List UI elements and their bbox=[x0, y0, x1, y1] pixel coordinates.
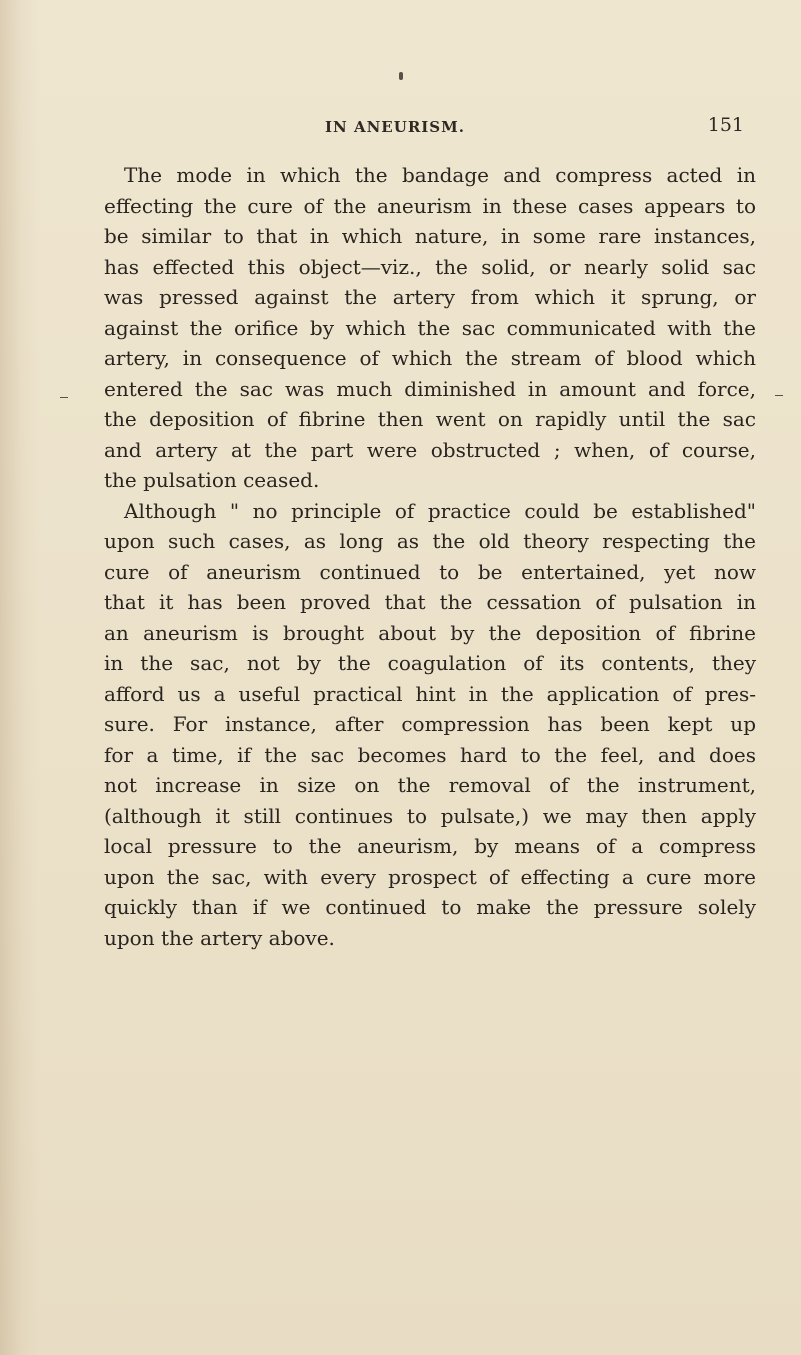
text-line: an aneurism is brought about by the deposition of fibrine bbox=[104, 620, 756, 645]
text-line: be similar to that in which nature, in some rare instances, bbox=[104, 224, 756, 248]
text-line: and artery at the part were obstructed ; when, of course, bbox=[104, 437, 756, 462]
text-line: sure. For instance, after compression has been kept up bbox=[104, 712, 756, 736]
text-line: was pressed against the artery from which it sprung, or bbox=[104, 285, 756, 309]
text-line: local pressure to the aneurism, by means of a compress bbox=[104, 834, 756, 858]
text-line: entered the sac was much diminished in amount and force, bbox=[104, 376, 756, 401]
text-line: Although " no principle of practice could be established" bbox=[124, 498, 756, 523]
text-line: against the orifice by which the sac communicated with the bbox=[104, 315, 756, 340]
page-number: 151 bbox=[707, 114, 744, 136]
text-line: the deposition of fibrine then went on rapidly until the sac bbox=[104, 407, 756, 431]
text-line: for a time, if the sac becomes hard to the feel, and does bbox=[104, 742, 756, 767]
running-head bbox=[100, 114, 760, 144]
text-line: that it has been proved that the cessation of pulsation in bbox=[104, 590, 756, 614]
body-text bbox=[104, 160, 756, 953]
text-line: has effected this object—viz., the solid, or nearly solid sac bbox=[104, 254, 756, 279]
running-head-title: IN ANEURISM. bbox=[325, 118, 465, 136]
text-line: (although it still continues to pulsate,) we may then apply bbox=[104, 803, 756, 828]
margin-mark-right bbox=[775, 395, 783, 396]
printer-mark bbox=[399, 72, 403, 80]
text-line: artery, in consequence of which the stream of blood which bbox=[104, 346, 756, 370]
text-line: The mode in which the bandage and compress acted in bbox=[124, 163, 756, 187]
text-line: cure of aneurism continued to be entertained, yet now bbox=[104, 559, 756, 584]
text-line: not increase in size on the removal of the instrument, bbox=[104, 773, 756, 797]
text-line: upon the artery above. bbox=[104, 925, 335, 950]
text-line: afford us a useful practical hint in the application of pres- bbox=[104, 681, 756, 706]
text-line: the pulsation ceased. bbox=[104, 468, 320, 492]
text-line: quickly than if we continued to make the pressure solely bbox=[104, 895, 756, 919]
text-line: upon such cases, as long as the old theory respecting the bbox=[104, 529, 756, 553]
text-line: effecting the cure of the aneurism in these cases appears to bbox=[104, 193, 756, 218]
margin-mark-left bbox=[60, 397, 68, 398]
text-line: upon the sac, with every prospect of effecting a cure more bbox=[104, 864, 756, 889]
text-line: in the sac, not by the coagulation of its contents, they bbox=[104, 651, 756, 675]
